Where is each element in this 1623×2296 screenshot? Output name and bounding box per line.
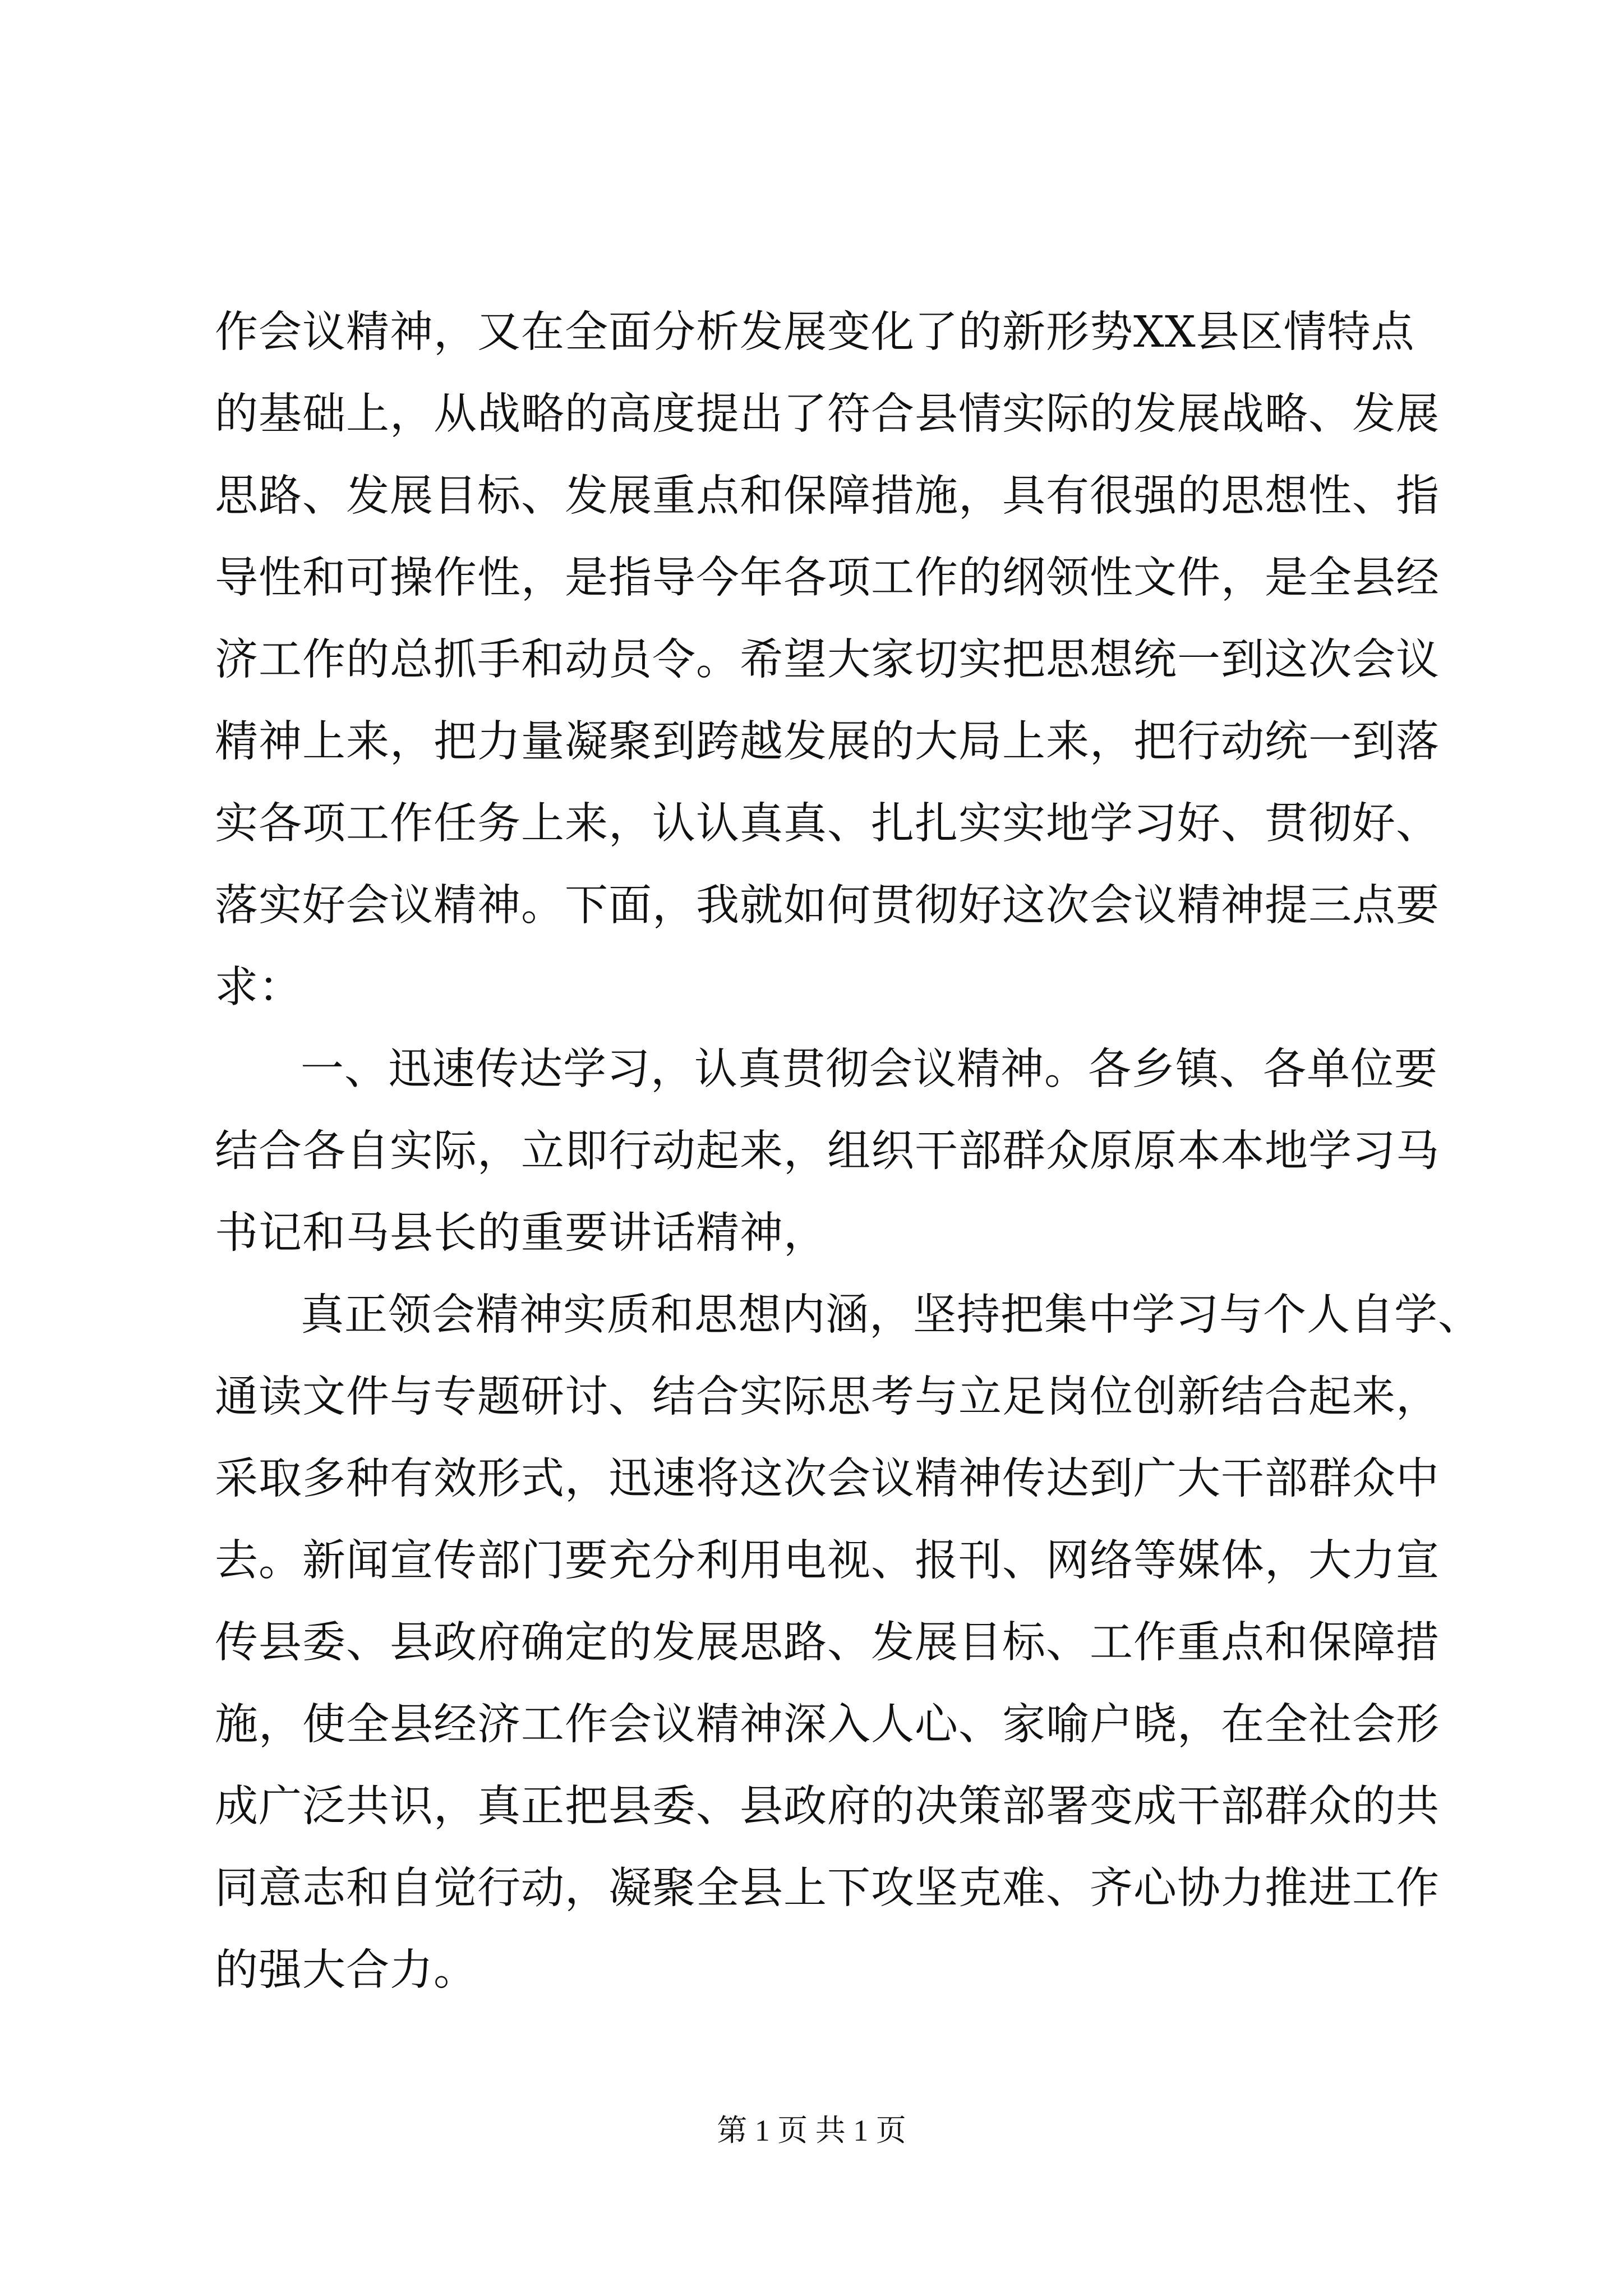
body-text [215, 292, 1482, 2012]
paragraph-start-line: 一、迅速传达学习，认真贯彻会议精神。各乡镇、各单位要 [301, 1045, 1438, 1094]
text-line: 结合各自实际，立即行动起来，组织干部群众原原本本地学习马 [215, 1126, 1440, 1176]
text-line: 传县委、县政府确定的发展思路、发展目标、工作重点和保障措 [215, 1618, 1440, 1668]
text-line: 通读文件与专题研讨、结合实际思考与立足岗位创新结合起来， [215, 1372, 1440, 1422]
text-line: 落实好会议精神。下面，我就如何贯彻好这次会议精神提三点要 [215, 881, 1440, 931]
page-footer: 第 1 页 共 1 页 [717, 2114, 906, 2147]
text-line: 思路、发展目标、发展重点和保障措施，具有很强的思想性、指 [215, 471, 1440, 521]
text-line: 的基础上，从战略的高度提出了符合县情实际的发展战略、发展 [215, 389, 1440, 439]
text-line: 采取多种有效形式，迅速将这次会议精神传达到广大干部群众中 [215, 1454, 1440, 1504]
text-line: 实各项工作任务上来，认认真真、扎扎实实地学习好、贯彻好、 [215, 799, 1440, 849]
text-line: 书记和马县长的重要讲话精神， [215, 1208, 827, 1258]
text-line: 的强大合力。 [215, 1945, 477, 1995]
paragraph-start-line: 真正领会精神实质和思想内涵，坚持把集中学习与个人自学、 [301, 1290, 1482, 1340]
text-line: 作会议精神，又在全面分析发展变化了的新形势XX县区情特点 [215, 307, 1415, 357]
text-line: 施，使全县经济工作会议精神深入人心、家喻户晓，在全社会形 [215, 1700, 1440, 1750]
text-line: 去。新闻宣传部门要充分利用电视、报刊、网络等媒体，大力宣 [215, 1536, 1440, 1586]
text-line: 成广泛共识，真正把县委、县政府的决策部署变成干部群众的共 [215, 1782, 1440, 1832]
text-line: 同意志和自觉行动，凝聚全县上下攻坚克难、齐心协力推进工作 [215, 1864, 1440, 1913]
text-line: 精神上来，把力量凝聚到跨越发展的大局上来，把行动统一到落 [215, 717, 1440, 767]
text-line: 求： [215, 963, 302, 1013]
text-line: 济工作的总抓手和动员令。希望大家切实把思想统一到这次会议 [215, 635, 1440, 685]
text-line: 导性和可操作性，是指导今年各项工作的纲领性文件，是全县经 [215, 553, 1440, 603]
